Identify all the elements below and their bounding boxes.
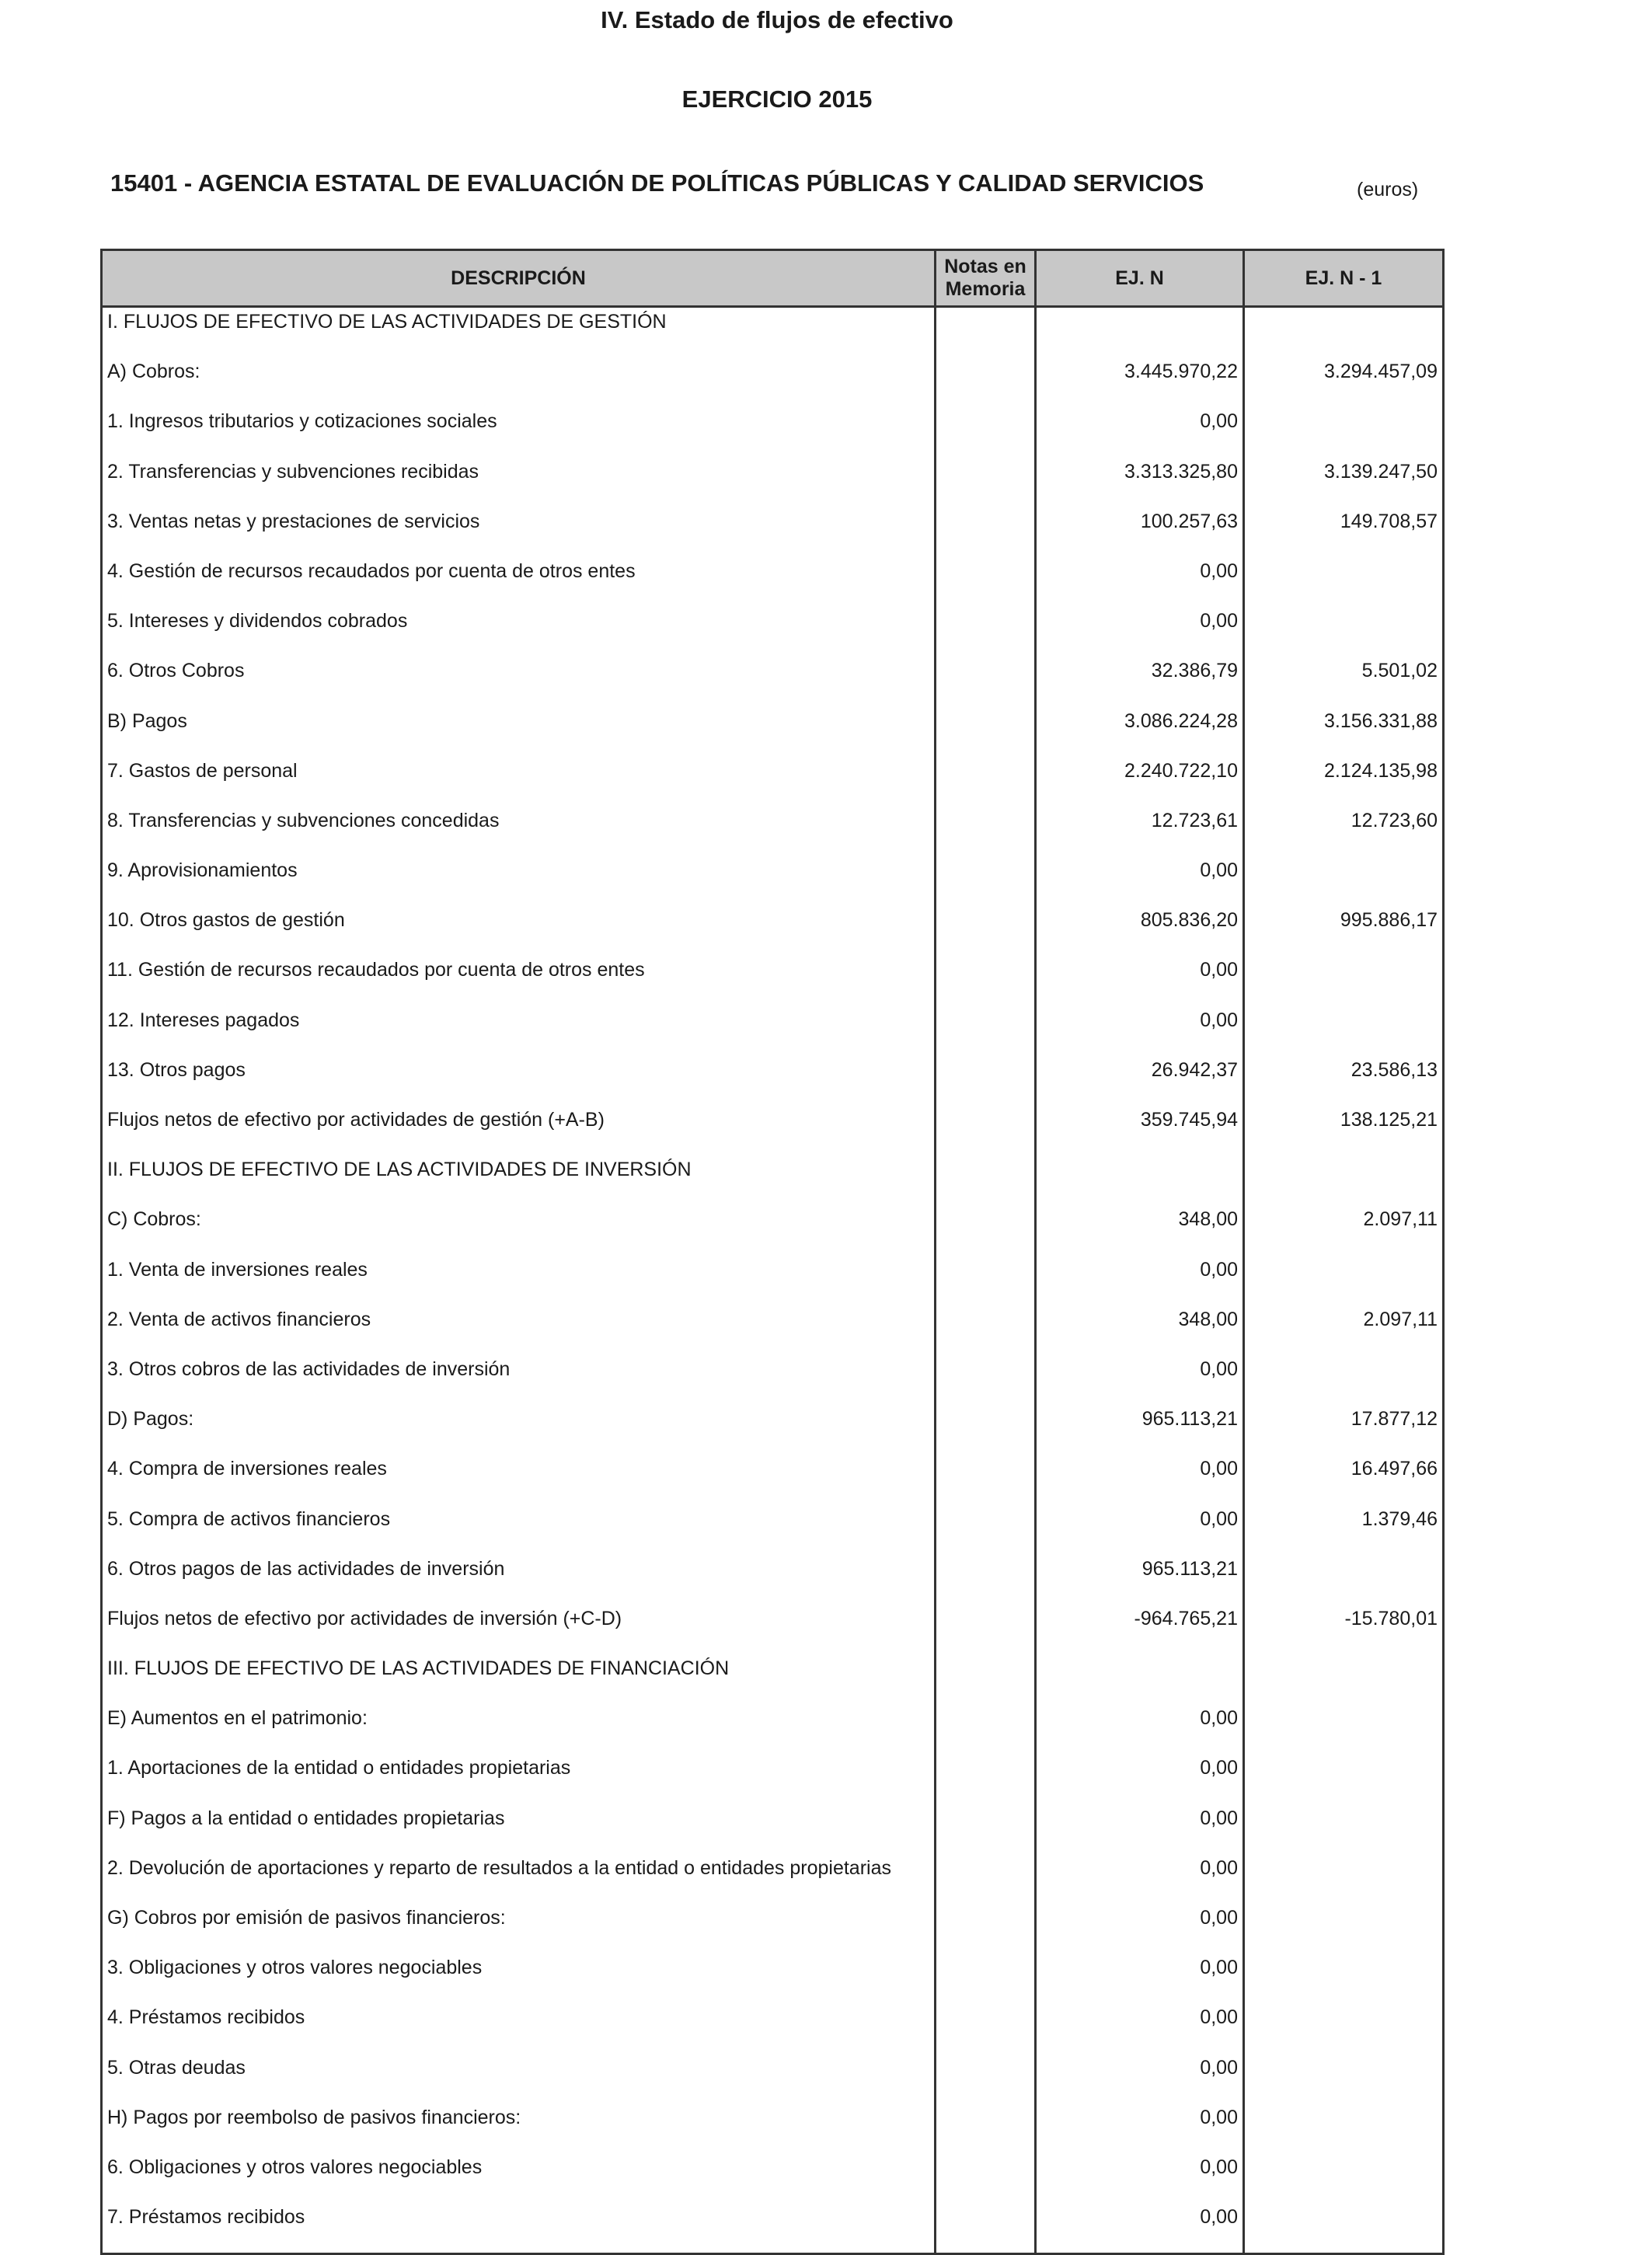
- row-notes: [936, 1006, 1036, 1056]
- row-value-previous-year: [1244, 557, 1444, 607]
- row-description: 9. Aprovisionamientos: [102, 856, 936, 906]
- table-header-row: [102, 250, 1444, 307]
- row-value-current-year: 26.942,37: [1036, 1056, 1244, 1106]
- row-description: 2. Venta de activos financieros: [102, 1305, 936, 1355]
- table-row: [102, 2003, 1444, 2053]
- row-value-current-year: 348,00: [1036, 1205, 1244, 1255]
- row-value-current-year: 0,00: [1036, 557, 1244, 607]
- row-value-previous-year: 16.497,66: [1244, 1455, 1444, 1504]
- row-value-previous-year: 5.501,02: [1244, 657, 1444, 706]
- row-notes: [936, 1405, 1036, 1455]
- row-description: 2. Transferencias y subvenciones recibidas: [102, 458, 936, 507]
- row-value-previous-year: [1244, 856, 1444, 906]
- table-row: [102, 1605, 1444, 1654]
- table-row: [102, 2153, 1444, 2203]
- table-row: [102, 707, 1444, 757]
- row-value-previous-year: [1244, 2203, 1444, 2254]
- row-value-previous-year: [1244, 1704, 1444, 1754]
- row-notes: [936, 956, 1036, 1006]
- table-row: [102, 607, 1444, 657]
- table-row: [102, 807, 1444, 856]
- table-row: [102, 307, 1444, 358]
- row-notes: [936, 307, 1036, 358]
- row-value-previous-year: [1244, 1654, 1444, 1704]
- row-value-previous-year: [1244, 1804, 1444, 1854]
- table-row: [102, 757, 1444, 807]
- row-description: 4. Compra de inversiones reales: [102, 1455, 936, 1504]
- row-value-previous-year: 3.294.457,09: [1244, 357, 1444, 407]
- row-description: I. FLUJOS DE EFECTIVO DE LAS ACTIVIDADES DE GESTIÓN: [102, 307, 936, 358]
- row-description: Flujos netos de efectivo por actividades de gestión (+A-B): [102, 1106, 936, 1155]
- row-value-previous-year: [1244, 1954, 1444, 2003]
- table-row: [102, 1106, 1444, 1155]
- row-description: 1. Aportaciones de la entidad o entidades propietarias: [102, 1754, 936, 1804]
- row-description: 13. Otros pagos: [102, 1056, 936, 1106]
- table-row: [102, 1904, 1444, 1954]
- row-value-previous-year: [1244, 956, 1444, 1006]
- row-description: 6. Otros pagos de las actividades de inversión: [102, 1555, 936, 1605]
- row-description: Flujos netos de efectivo por actividades de inversión (+C-D): [102, 1605, 936, 1654]
- row-description: E) Aumentos en el patrimonio:: [102, 1704, 936, 1754]
- row-notes: [936, 807, 1036, 856]
- table-row: [102, 357, 1444, 407]
- row-notes: [936, 1804, 1036, 1854]
- row-value-previous-year: [1244, 2103, 1444, 2153]
- row-value-previous-year: 23.586,13: [1244, 1056, 1444, 1106]
- row-value-previous-year: 17.877,12: [1244, 1405, 1444, 1455]
- row-description: 3. Ventas netas y prestaciones de servicios: [102, 507, 936, 557]
- row-value-current-year: 0,00: [1036, 1854, 1244, 1904]
- row-value-current-year: 0,00: [1036, 1754, 1244, 1804]
- row-notes: [936, 2103, 1036, 2153]
- row-notes: [936, 1256, 1036, 1305]
- row-value-previous-year: 138.125,21: [1244, 1106, 1444, 1155]
- row-value-current-year: 0,00: [1036, 1455, 1244, 1504]
- row-notes: [936, 1605, 1036, 1654]
- row-value-current-year: 0,00: [1036, 407, 1244, 457]
- row-value-previous-year: 2.124.135,98: [1244, 757, 1444, 807]
- row-description: 2. Devolución de aportaciones y reparto de resultados a la entidad o entidades propietarias: [102, 1854, 936, 1904]
- row-value-current-year: 0,00: [1036, 956, 1244, 1006]
- row-notes: [936, 1555, 1036, 1605]
- row-notes: [936, 1704, 1036, 1754]
- row-value-previous-year: 12.723,60: [1244, 807, 1444, 856]
- row-value-current-year: 0,00: [1036, 1804, 1244, 1854]
- row-description: C) Cobros:: [102, 1205, 936, 1255]
- row-notes: [936, 1056, 1036, 1106]
- row-value-current-year: 0,00: [1036, 1904, 1244, 1954]
- row-value-current-year: 348,00: [1036, 1305, 1244, 1355]
- table-row: [102, 856, 1444, 906]
- row-notes: [936, 357, 1036, 407]
- table-row: [102, 1205, 1444, 1255]
- row-notes: [936, 1455, 1036, 1504]
- row-description: 12. Intereses pagados: [102, 1006, 936, 1056]
- row-value-previous-year: [1244, 1754, 1444, 1804]
- row-value-previous-year: [1244, 1854, 1444, 1904]
- row-value-current-year: 0,00: [1036, 2103, 1244, 2153]
- row-description: 5. Otras deudas: [102, 2054, 936, 2103]
- row-notes: [936, 1106, 1036, 1155]
- row-value-current-year: 0,00: [1036, 1256, 1244, 1305]
- row-description: 5. Intereses y dividendos cobrados: [102, 607, 936, 657]
- row-value-previous-year: 995.886,17: [1244, 906, 1444, 956]
- row-notes: [936, 458, 1036, 507]
- row-notes: [936, 856, 1036, 906]
- row-value-current-year: 0,00: [1036, 2153, 1244, 2203]
- row-value-previous-year: [1244, 1904, 1444, 1954]
- row-value-current-year: [1036, 1155, 1244, 1205]
- row-value-current-year: 0,00: [1036, 1954, 1244, 2003]
- row-notes: [936, 707, 1036, 757]
- row-notes: [936, 507, 1036, 557]
- row-value-current-year: 965.113,21: [1036, 1405, 1244, 1455]
- row-value-previous-year: [1244, 2153, 1444, 2203]
- table-row: [102, 1654, 1444, 1704]
- row-description: 3. Obligaciones y otros valores negociables: [102, 1954, 936, 2003]
- row-value-current-year: 0,00: [1036, 1704, 1244, 1754]
- row-description: 6. Obligaciones y otros valores negociables: [102, 2153, 936, 2203]
- row-notes: [936, 906, 1036, 956]
- row-notes: [936, 2003, 1036, 2053]
- row-description: 7. Gastos de personal: [102, 757, 936, 807]
- row-description: 4. Gestión de recursos recaudados por cuenta de otros entes: [102, 557, 936, 607]
- cash-flow-table: [100, 249, 1445, 2255]
- table-row: [102, 1555, 1444, 1605]
- row-value-previous-year: [1244, 2003, 1444, 2053]
- row-value-current-year: 0,00: [1036, 607, 1244, 657]
- currency-units: (euros): [1357, 179, 1419, 200]
- row-notes: [936, 1654, 1036, 1704]
- row-value-current-year: 3.445.970,22: [1036, 357, 1244, 407]
- table-row: [102, 1305, 1444, 1355]
- row-description: H) Pagos por reembolso de pasivos financieros:: [102, 2103, 936, 2153]
- table-row: [102, 407, 1444, 457]
- row-value-previous-year: 3.156.331,88: [1244, 707, 1444, 757]
- row-description: 10. Otros gastos de gestión: [102, 906, 936, 956]
- row-description: 7. Préstamos recibidos: [102, 2203, 936, 2254]
- row-notes: [936, 557, 1036, 607]
- table-row: [102, 906, 1444, 956]
- row-value-current-year: 805.836,20: [1036, 906, 1244, 956]
- row-notes: [936, 1305, 1036, 1355]
- row-notes: [936, 1754, 1036, 1804]
- row-value-previous-year: 1.379,46: [1244, 1505, 1444, 1555]
- table-body: [102, 307, 1444, 2254]
- row-description: III. FLUJOS DE EFECTIVO DE LAS ACTIVIDADES DE FINANCIACIÓN: [102, 1654, 936, 1704]
- row-value-previous-year: [1244, 1006, 1444, 1056]
- row-value-previous-year: 2.097,11: [1244, 1205, 1444, 1255]
- column-header-description: DESCRIPCIÓN: [102, 250, 936, 307]
- row-description: 5. Compra de activos financieros: [102, 1505, 936, 1555]
- row-value-current-year: 0,00: [1036, 2003, 1244, 2053]
- fiscal-year-heading: EJERCICIO 2015: [681, 85, 873, 113]
- row-value-current-year: 0,00: [1036, 2203, 1244, 2254]
- table-row: [102, 1056, 1444, 1106]
- row-value-previous-year: [1244, 307, 1444, 358]
- row-value-current-year: [1036, 1654, 1244, 1704]
- row-value-previous-year: 2.097,11: [1244, 1305, 1444, 1355]
- table-row: [102, 1006, 1444, 1056]
- table-row: [102, 1256, 1444, 1305]
- row-value-current-year: 965.113,21: [1036, 1555, 1244, 1605]
- table-row: [102, 458, 1444, 507]
- row-value-previous-year: [1244, 1355, 1444, 1405]
- table-row: [102, 1405, 1444, 1455]
- row-value-current-year: 0,00: [1036, 1355, 1244, 1405]
- row-description: 1. Ingresos tributarios y cotizaciones sociales: [102, 407, 936, 457]
- row-notes: [936, 1355, 1036, 1405]
- table-row: [102, 1355, 1444, 1405]
- table-row: [102, 1155, 1444, 1205]
- row-description: 4. Préstamos recibidos: [102, 2003, 936, 2053]
- row-description: 11. Gestión de recursos recaudados por cuenta de otros entes: [102, 956, 936, 1006]
- row-notes: [936, 2153, 1036, 2203]
- table-row: [102, 507, 1444, 557]
- row-value-current-year: [1036, 307, 1244, 358]
- row-value-current-year: 0,00: [1036, 2054, 1244, 2103]
- row-value-previous-year: [1244, 1256, 1444, 1305]
- row-value-previous-year: [1244, 1555, 1444, 1605]
- row-value-previous-year: 149.708,57: [1244, 507, 1444, 557]
- row-description: 8. Transferencias y subvenciones concedidas: [102, 807, 936, 856]
- row-value-previous-year: [1244, 607, 1444, 657]
- column-header-notes: Notas en Memoria: [936, 250, 1036, 307]
- row-notes: [936, 757, 1036, 807]
- table-row: [102, 2054, 1444, 2103]
- row-value-previous-year: [1244, 407, 1444, 457]
- row-notes: [936, 2203, 1036, 2254]
- table-row: [102, 1754, 1444, 1804]
- table-row: [102, 2103, 1444, 2153]
- table-row: [102, 1954, 1444, 2003]
- row-value-current-year: 32.386,79: [1036, 657, 1244, 706]
- row-notes: [936, 1205, 1036, 1255]
- row-notes: [936, 657, 1036, 706]
- row-notes: [936, 607, 1036, 657]
- row-value-previous-year: [1244, 2054, 1444, 2103]
- row-notes: [936, 2054, 1036, 2103]
- table-row: [102, 1804, 1444, 1854]
- row-value-current-year: 0,00: [1036, 1505, 1244, 1555]
- row-description: 3. Otros cobros de las actividades de inversión: [102, 1355, 936, 1405]
- row-description: G) Cobros por emisión de pasivos financieros:: [102, 1904, 936, 1954]
- table-row: [102, 657, 1444, 706]
- row-description: 6. Otros Cobros: [102, 657, 936, 706]
- column-header-previous-year: EJ. N - 1: [1244, 250, 1444, 307]
- row-value-current-year: 3.313.325,80: [1036, 458, 1244, 507]
- row-description: A) Cobros:: [102, 357, 936, 407]
- row-notes: [936, 1904, 1036, 1954]
- entity-name: 15401 - AGENCIA ESTATAL DE EVALUACIÓN DE POLÍTICAS PÚBLICAS Y CALIDAD SERVICIOS: [110, 169, 1204, 197]
- row-value-current-year: 0,00: [1036, 1006, 1244, 1056]
- row-value-current-year: 0,00: [1036, 856, 1244, 906]
- row-value-current-year: 3.086.224,28: [1036, 707, 1244, 757]
- column-header-current-year: EJ. N: [1036, 250, 1244, 307]
- row-notes: [936, 1505, 1036, 1555]
- row-notes: [936, 407, 1036, 457]
- table-row: [102, 1505, 1444, 1555]
- document-title: IV. Estado de flujos de efectivo: [601, 6, 953, 33]
- row-description: D) Pagos:: [102, 1405, 936, 1455]
- row-value-current-year: 100.257,63: [1036, 507, 1244, 557]
- row-value-current-year: 359.745,94: [1036, 1106, 1244, 1155]
- row-value-previous-year: 3.139.247,50: [1244, 458, 1444, 507]
- row-value-current-year: -964.765,21: [1036, 1605, 1244, 1654]
- row-value-current-year: 2.240.722,10: [1036, 757, 1244, 807]
- table-row: [102, 2203, 1444, 2254]
- table-row: [102, 1704, 1444, 1754]
- table-row: [102, 956, 1444, 1006]
- row-description: II. FLUJOS DE EFECTIVO DE LAS ACTIVIDADES DE INVERSIÓN: [102, 1155, 936, 1205]
- row-description: B) Pagos: [102, 707, 936, 757]
- table-row: [102, 1854, 1444, 1904]
- row-description: 1. Venta de inversiones reales: [102, 1256, 936, 1305]
- row-description: F) Pagos a la entidad o entidades propietarias: [102, 1804, 936, 1854]
- row-value-previous-year: [1244, 1155, 1444, 1205]
- row-notes: [936, 1954, 1036, 2003]
- row-notes: [936, 1854, 1036, 1904]
- row-value-current-year: 12.723,61: [1036, 807, 1244, 856]
- row-notes: [936, 1155, 1036, 1205]
- table-row: [102, 557, 1444, 607]
- table-row: [102, 1455, 1444, 1504]
- row-value-previous-year: -15.780,01: [1244, 1605, 1444, 1654]
